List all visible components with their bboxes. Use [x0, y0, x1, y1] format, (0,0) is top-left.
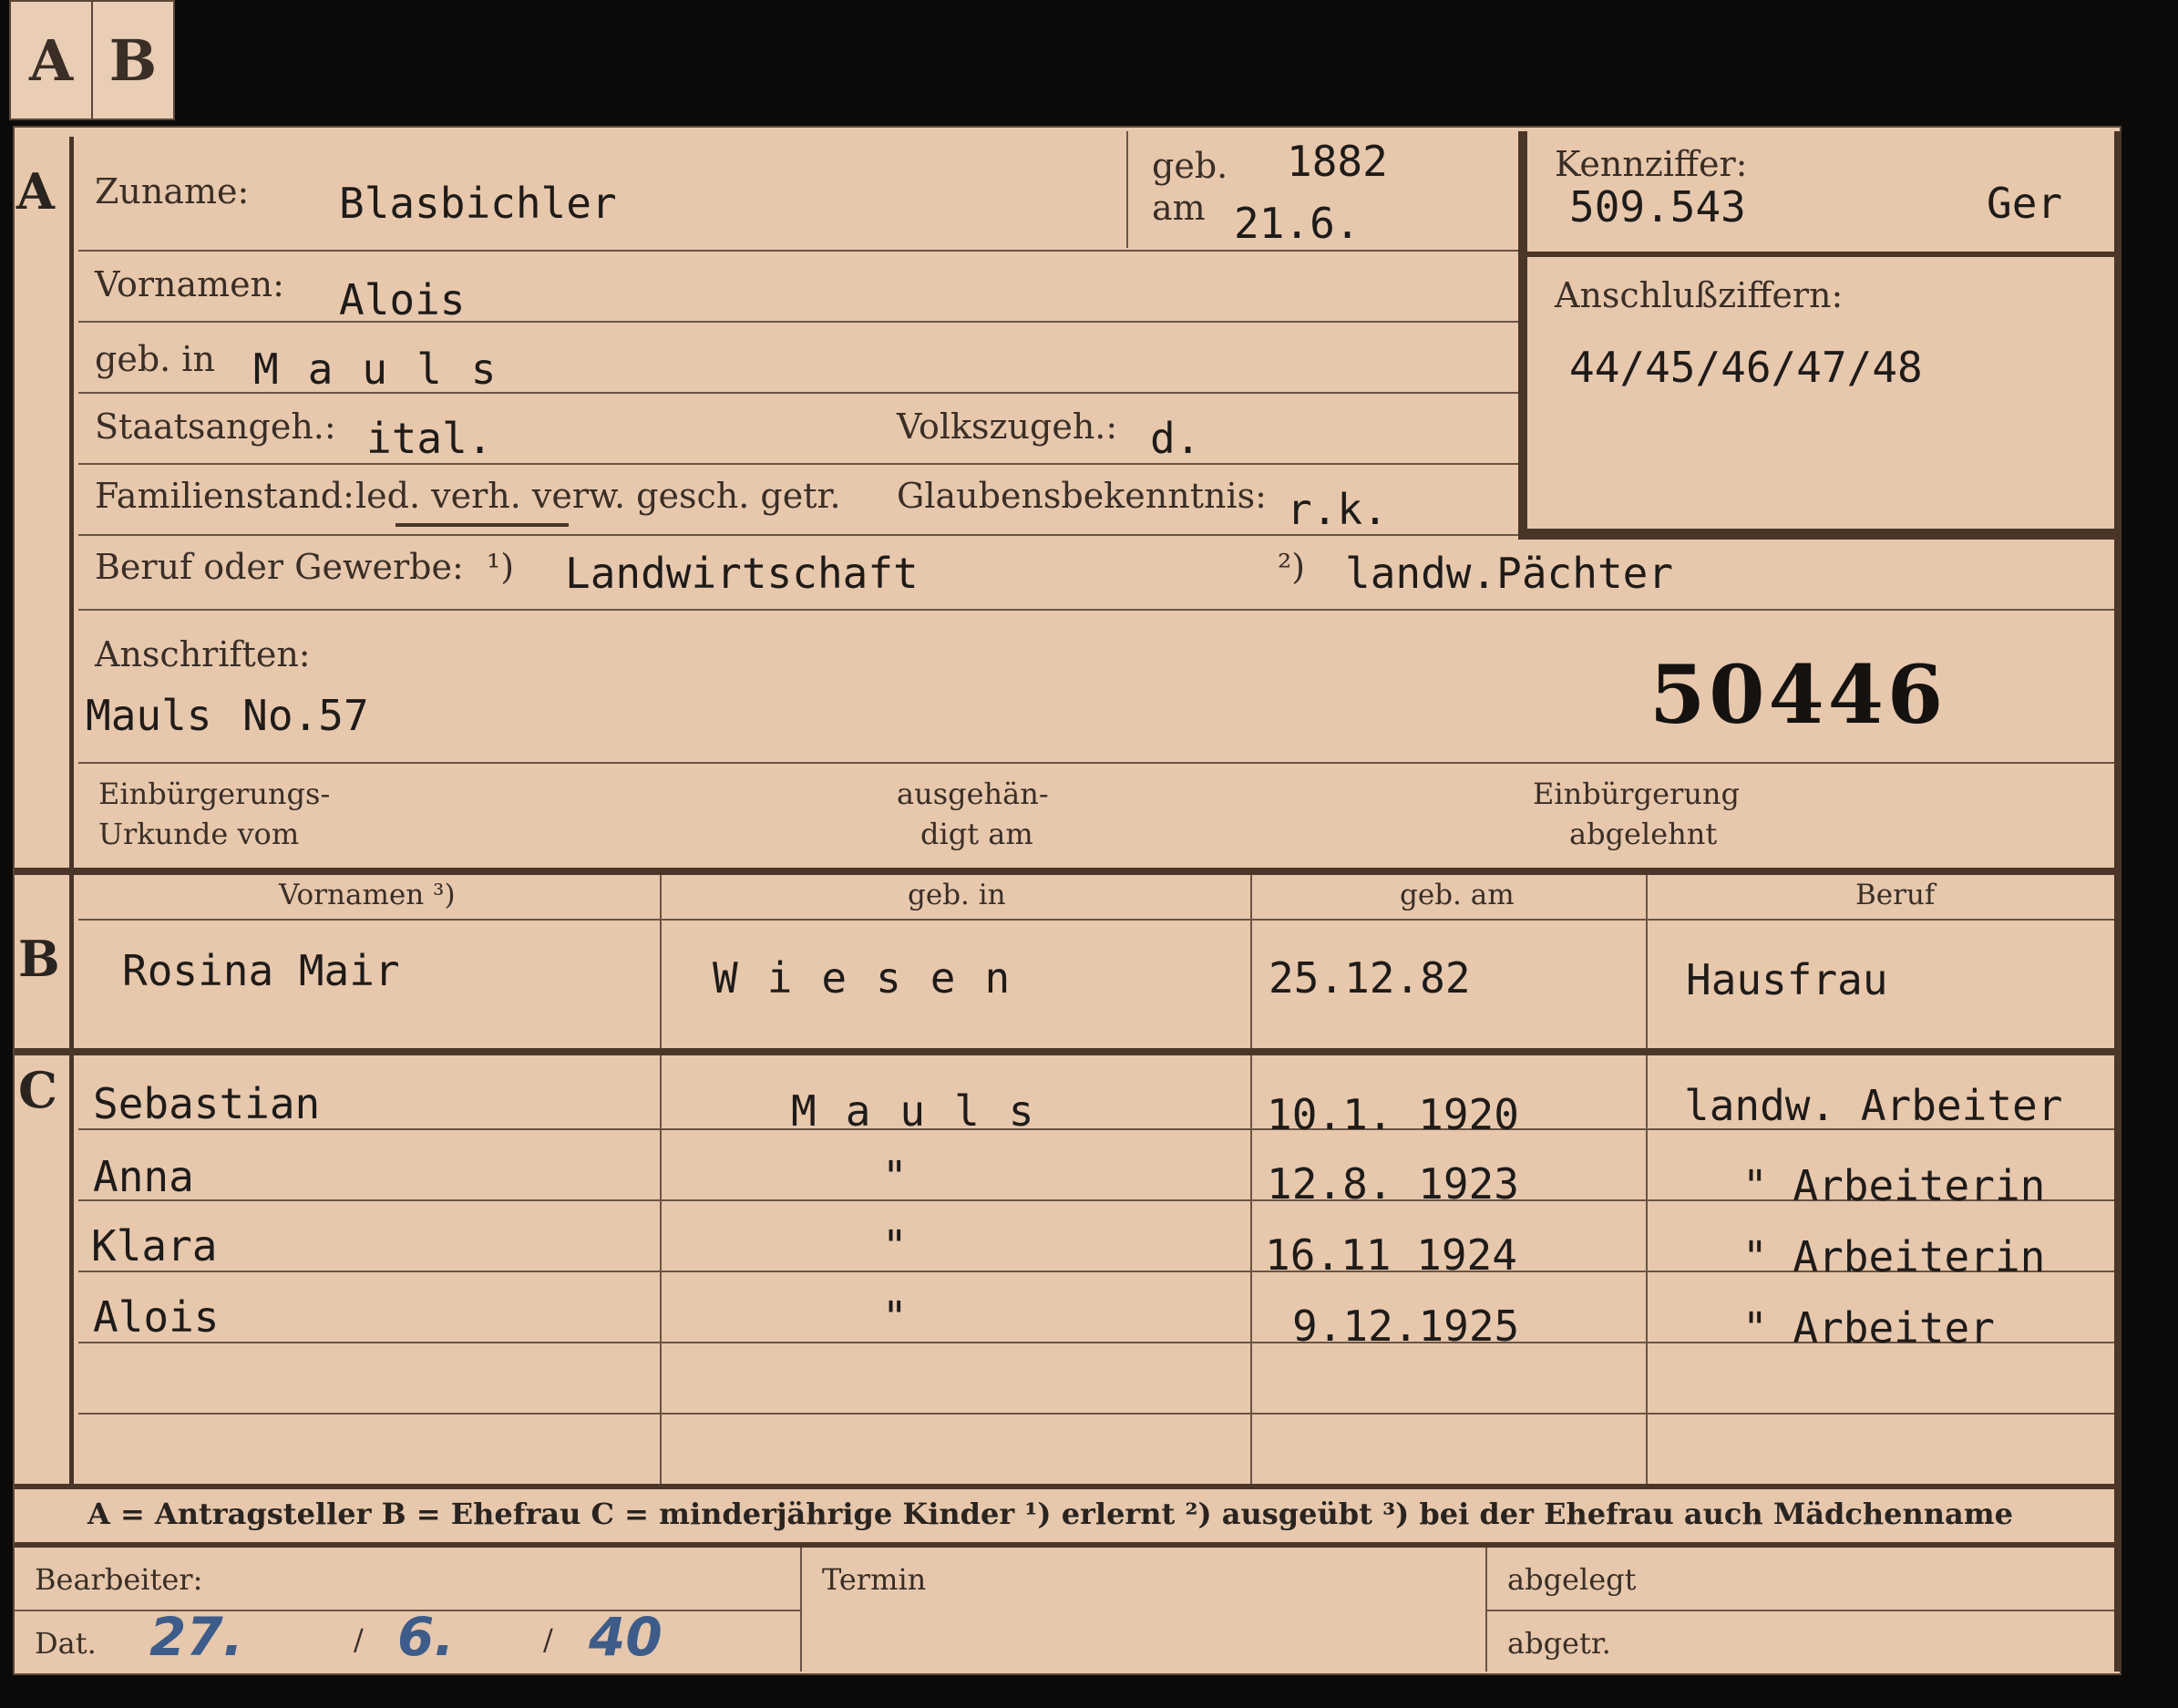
ausg-label-2: digt am	[920, 817, 1033, 851]
tab-b: B	[91, 0, 175, 120]
birth-date: 21.6.	[1234, 199, 1361, 248]
dat-label: Dat.	[35, 1626, 97, 1661]
familien-label: Familienstand:	[95, 476, 354, 516]
familien-options: led. verh. verw. gesch. getr.	[355, 476, 841, 516]
c-row-2-birthdate: 12.8. 1923	[1267, 1159, 1519, 1209]
dat-day: 27.	[149, 1606, 243, 1668]
c-row-3-birthplace: "	[882, 1221, 908, 1271]
c-row-1-beruf: landw. Arbeiter	[1684, 1081, 2063, 1130]
bearbeiter-label: Bearbeiter:	[35, 1562, 203, 1597]
abgel-label-2: abgelehnt	[1569, 817, 1718, 851]
section-left-rule	[69, 137, 74, 873]
b-header-geb-am: geb. am	[1400, 879, 1515, 911]
c-row-1-birthplace: Mauls	[791, 1086, 1063, 1136]
kennziffer-code: Ger	[1987, 179, 2063, 228]
abgelegt-label: abgelegt	[1507, 1562, 1637, 1597]
beruf-mark-1: ¹)	[487, 547, 515, 587]
c-row-2-name: Anna	[93, 1152, 194, 1201]
birth-year: 1882	[1287, 137, 1388, 186]
b-spouse-birthdate: 25.12.82	[1269, 953, 1471, 1003]
birthplace-value: Mauls	[253, 345, 526, 394]
b-header-vornamen: Vornamen ³)	[279, 879, 456, 911]
vornamen-label: Vornamen:	[95, 264, 284, 304]
abgetr-label: abgetr.	[1507, 1626, 1611, 1661]
b-spouse-birthplace: Wiesen	[713, 953, 1040, 1003]
tab-a: A	[9, 0, 93, 120]
einb-label-1: Einbürgerungs-	[98, 777, 331, 811]
birthplace-label: geb. in	[95, 339, 215, 379]
registration-card	[13, 126, 2121, 1675]
c-row-1-birthdate: 10.1. 1920	[1267, 1090, 1519, 1139]
ausg-label-1: ausgehän-	[897, 777, 1049, 811]
section-c-marker: C	[18, 1061, 57, 1119]
dat-slash-2: /	[543, 1622, 553, 1657]
c-row-3-beruf: " Arbeiterin	[1742, 1232, 2046, 1281]
termin-label: Termin	[822, 1562, 927, 1597]
b-header-geb-in: geb. in	[908, 879, 1006, 911]
beruf-label: Beruf oder Gewerbe:	[95, 547, 464, 587]
anschluss-label: Anschlußziffern:	[1555, 275, 1844, 315]
glauben-label: Glaubensbekenntnis:	[897, 476, 1267, 516]
b-header-beruf: Beruf	[1855, 879, 1936, 911]
staat-label: Staatsangeh.:	[95, 406, 336, 447]
glauben-value: r.k.	[1287, 485, 1388, 534]
dat-year: 40	[589, 1606, 663, 1668]
c-row-4-name: Alois	[93, 1292, 220, 1342]
zuname-label: Zuname:	[95, 171, 250, 211]
abgel-label-1: Einbürgerung	[1533, 777, 1741, 811]
section-a-marker: A	[16, 162, 55, 221]
verh-underline	[396, 523, 569, 527]
section-b-marker: B	[18, 930, 60, 988]
geb-label: geb.	[1152, 146, 1228, 186]
beruf-value-2: landw.Pächter	[1345, 549, 1674, 598]
c-row-4-birthdate: 9.12.1925	[1292, 1302, 1520, 1351]
c-row-4-beruf: " Arbeiter	[1742, 1303, 1995, 1353]
b-spouse-name: Rosina Mair	[122, 946, 400, 995]
kennziffer-value: 509.543	[1569, 182, 1746, 232]
beruf-value-1: Landwirtschaft	[565, 549, 919, 598]
dat-slash-1: /	[354, 1622, 364, 1657]
am-label: am	[1152, 188, 1206, 228]
c-row-1-name: Sebastian	[93, 1079, 321, 1128]
vornamen-value: Alois	[339, 275, 466, 324]
anschriften-value: Mauls No.57	[86, 691, 369, 740]
zuname-value: Blasbichler	[339, 179, 617, 228]
anschluss-value: 44/45/46/47/48	[1569, 343, 1923, 392]
c-row-3-name: Klara	[91, 1221, 218, 1271]
beruf-mark-2: ²)	[1278, 547, 1306, 587]
dat-month: 6.	[397, 1606, 455, 1668]
c-row-4-birthplace: "	[882, 1292, 908, 1342]
legend: A = Antragsteller B = Ehefrau C = minderjährige Kinder ¹) erlernt ²) ausgeübt ³) bei der Ehefrau auch Mädchenname	[87, 1497, 2013, 1531]
volk-label: Volkszugeh.:	[897, 406, 1118, 447]
kennziffer-label: Kennziffer:	[1555, 144, 1748, 184]
c-row-2-beruf: " Arbeiterin	[1742, 1161, 2046, 1210]
c-row-2-birthplace: "	[882, 1152, 908, 1201]
file-number: 50446	[1649, 647, 1947, 742]
staat-value: ital.	[366, 414, 493, 463]
b-spouse-beruf: Hausfrau	[1686, 955, 1888, 1004]
einb-label-2: Urkunde vom	[98, 817, 300, 851]
c-row-3-birthdate: 16.11 1924	[1265, 1230, 1517, 1280]
volk-value: d.	[1150, 414, 1201, 463]
anschriften-label: Anschriften:	[95, 634, 311, 674]
